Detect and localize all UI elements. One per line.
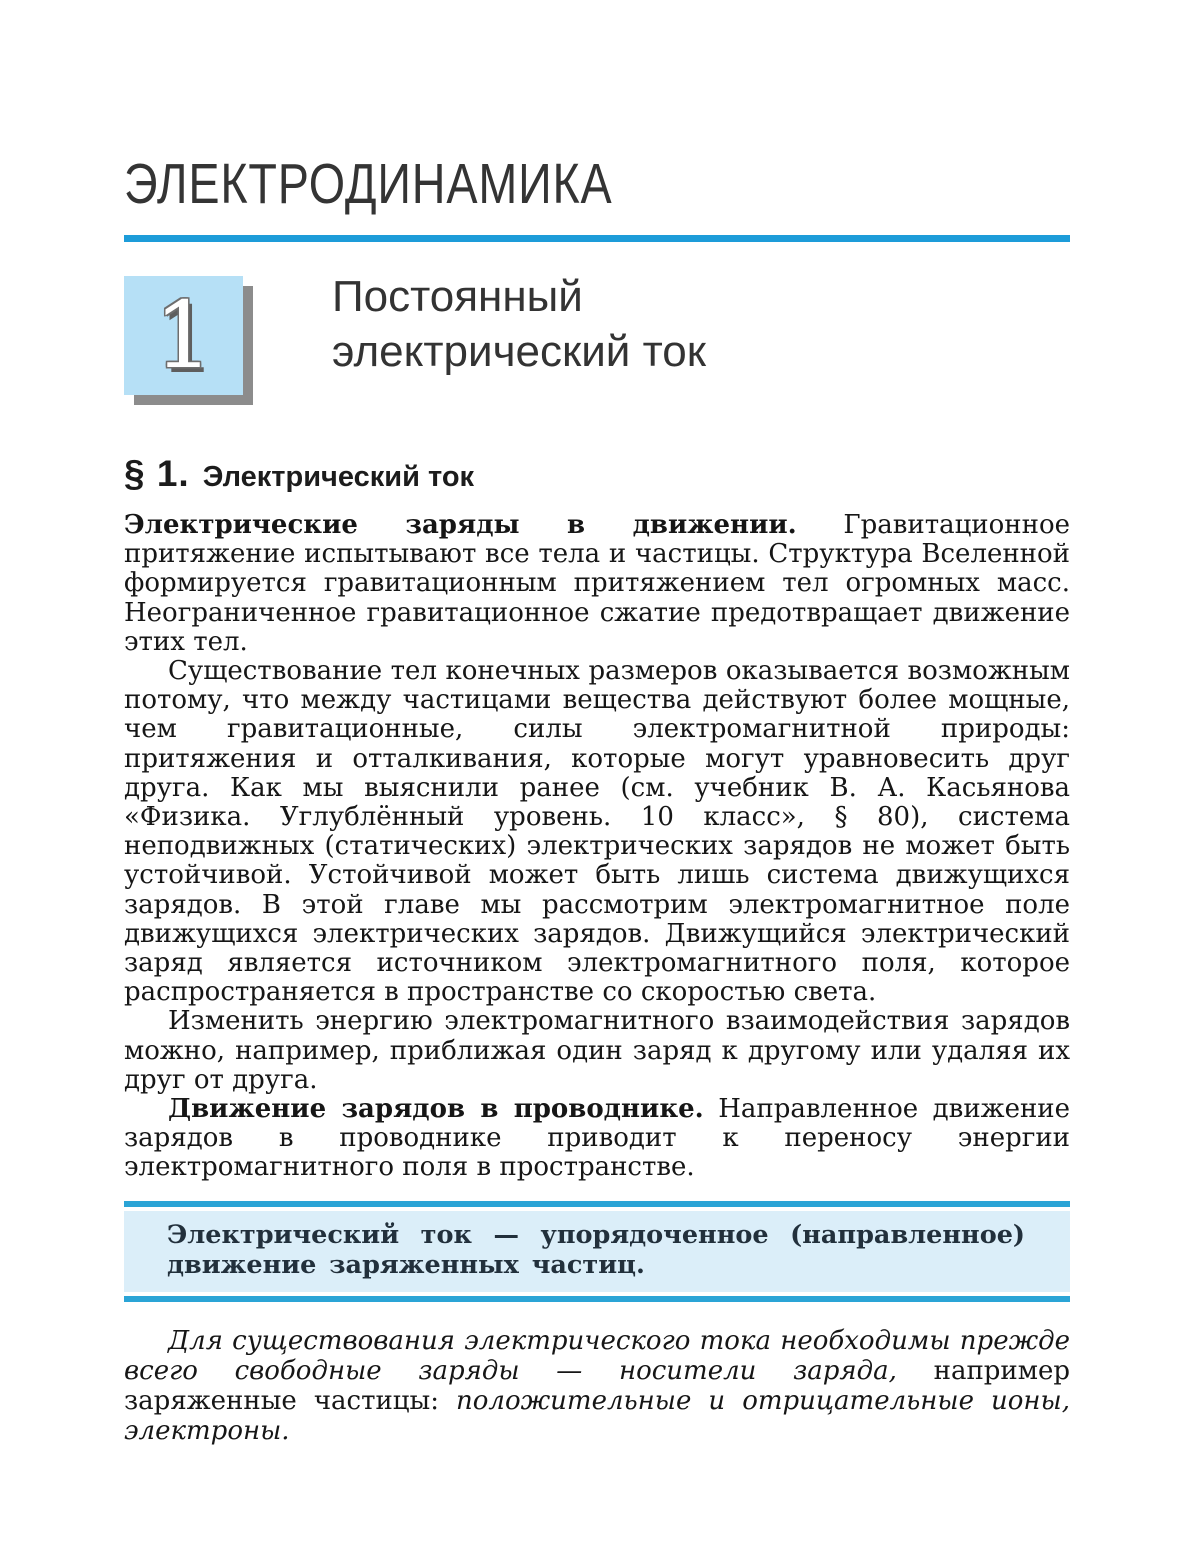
chapter-banner xyxy=(124,272,1070,395)
definition-background xyxy=(124,1211,1070,1292)
part-title xyxy=(124,0,1070,216)
note-italic-1: Для существования электрического тока необходимы прежде всего свободные заряды — носители заряда, xyxy=(124,1325,1070,1386)
chapter-number: 1 xyxy=(154,281,213,389)
body-text xyxy=(124,511,1070,1183)
section-number: § 1. xyxy=(124,453,190,494)
body-paragraph-4 xyxy=(124,1095,1070,1183)
body-paragraph-3 xyxy=(124,1007,1070,1095)
paragraph-2-text: Существование тел конечных размеров оказывается возможным потому, что между частицами вещества действуют более мощные, чем гравитационные, силы электромагнитной природы: притяжения и отталкивания, которые могут уравновесить друг друга. Как мы выяснили ранее (см. учебник В. А. Касьянова «Физика. Углублённый уровень. 10 класс», § 80), система неподвижных (статических) электрических зарядов не может быть устойчивой. Устойчивой может быть лишь система движущихся зарядов. В этой главе мы рассмотрим электромагнитное поле движущихся электрических зарядов. Движущийся электрический заряд является источником электромагнитного поля, которое распространяется в пространстве со скоростью света. xyxy=(124,656,1070,1008)
paragraph-3-text: Изменить энергию электромагнитного взаимодействия зарядов можно, например, приближая один заряд к другому или удаляя их друг от друга. xyxy=(124,1006,1070,1095)
body-paragraph-2 xyxy=(124,657,1070,1007)
paragraph-1-text: Гравитационное притяжение испытывают все тела и частицы. Структура Вселенной формируется гравитационным притяжением тел огромных масс. Неограниченное гравитационное сжатие предотвращает движение этих тел. xyxy=(124,510,1070,657)
paragraph-4-text: Направленное движение зарядов в проводнике приводит к переносу энергии электромагнитного поля в пространстве. xyxy=(124,1094,1070,1183)
paragraph-1-lead: Электрические заряды в движении. xyxy=(124,510,797,540)
note-paragraph xyxy=(124,1326,1070,1446)
chapter-title: Постоянный электрический ток xyxy=(332,272,706,376)
note-regular: например заряженные частицы: xyxy=(124,1355,1071,1416)
section-heading xyxy=(124,453,1070,495)
definition-text: Электрический ток — упорядоченное (направленное) движение заряженных частиц. xyxy=(167,1219,1025,1280)
paragraph-4-lead: Движение зарядов в проводнике. xyxy=(168,1094,704,1125)
definition-rule-top xyxy=(124,1201,1070,1207)
section-title: Электрический ток xyxy=(202,461,475,493)
definition-rule-bottom xyxy=(124,1296,1070,1302)
definition-box xyxy=(124,1201,1070,1302)
accent-rule-divider xyxy=(124,235,1070,242)
body-paragraph-1 xyxy=(124,511,1070,657)
chapter-number-box xyxy=(124,276,243,395)
note-italic-2: положительные и отрицательные ионы, электроны. xyxy=(124,1385,1070,1446)
part-title-text: ЭЛЕКТРОДИНАМИКА xyxy=(124,152,613,216)
